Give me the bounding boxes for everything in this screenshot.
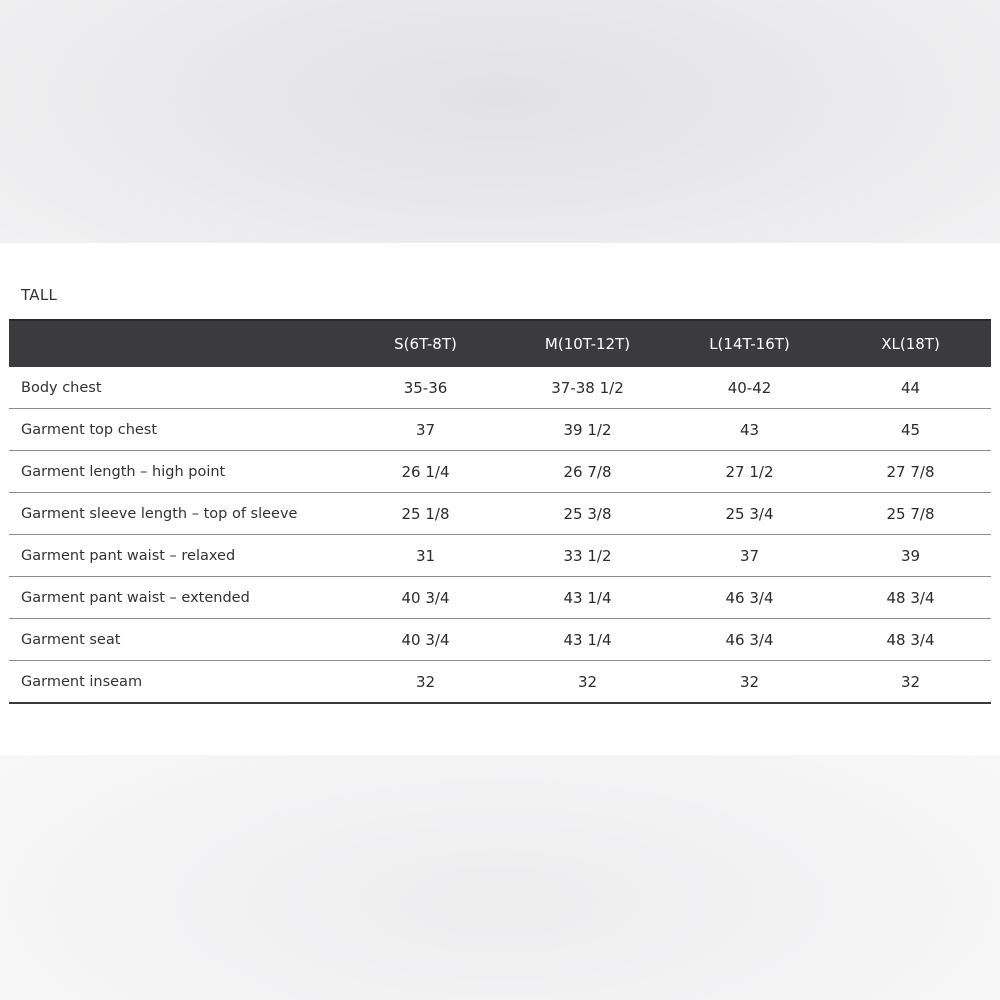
- table-cell: 39 1/2: [506, 409, 669, 451]
- table-row: [9, 409, 991, 451]
- table-row: [9, 619, 991, 661]
- table-cell: 27 1/2: [669, 451, 830, 493]
- background-bottom: [0, 755, 1000, 1000]
- table-row: [9, 577, 991, 619]
- table-cell: 39: [830, 535, 991, 577]
- table-cell: 26 7/8: [506, 451, 669, 493]
- row-label: Garment inseam: [9, 661, 345, 704]
- table-cell: 37: [345, 409, 506, 451]
- row-label: Garment sleeve length – top of sleeve: [9, 493, 345, 535]
- background-top: [0, 0, 1000, 243]
- row-label: Garment pant waist – extended: [9, 577, 345, 619]
- table-cell: 32: [345, 661, 506, 704]
- table-cell: 37-38 1/2: [506, 367, 669, 409]
- table-row: [9, 451, 991, 493]
- table-cell: 45: [830, 409, 991, 451]
- table-cell: 25 3/8: [506, 493, 669, 535]
- table-cell: 25 7/8: [830, 493, 991, 535]
- table-header-row: [9, 320, 991, 367]
- header-corner-cell: [9, 320, 345, 367]
- row-label: Garment seat: [9, 619, 345, 661]
- section-title: TALL: [21, 286, 58, 304]
- table-cell: 44: [830, 367, 991, 409]
- table-cell: 35-36: [345, 367, 506, 409]
- table-cell: 43 1/4: [506, 619, 669, 661]
- column-header-s: S(6T-8T): [345, 320, 506, 367]
- table-row: [9, 661, 991, 704]
- column-header-xl: XL(18T): [830, 320, 991, 367]
- table-cell: 48 3/4: [830, 577, 991, 619]
- table-cell: 32: [669, 661, 830, 704]
- table-row: [9, 367, 991, 409]
- table-cell: 26 1/4: [345, 451, 506, 493]
- row-label: Garment pant waist – relaxed: [9, 535, 345, 577]
- table-cell: 27 7/8: [830, 451, 991, 493]
- table-cell: 48 3/4: [830, 619, 991, 661]
- table-cell: 31: [345, 535, 506, 577]
- table-cell: 40 3/4: [345, 619, 506, 661]
- table-cell: 25 3/4: [669, 493, 830, 535]
- row-label: Garment length – high point: [9, 451, 345, 493]
- size-chart-table: [9, 319, 991, 704]
- table-cell: 43: [669, 409, 830, 451]
- table-cell: 40 3/4: [345, 577, 506, 619]
- row-label: Body chest: [9, 367, 345, 409]
- table-cell: 33 1/2: [506, 535, 669, 577]
- table-cell: 46 3/4: [669, 577, 830, 619]
- row-label: Garment top chest: [9, 409, 345, 451]
- table-cell: 40-42: [669, 367, 830, 409]
- table-row: [9, 535, 991, 577]
- table-cell: 32: [830, 661, 991, 704]
- table-cell: 43 1/4: [506, 577, 669, 619]
- column-header-l: L(14T-16T): [669, 320, 830, 367]
- table-cell: 46 3/4: [669, 619, 830, 661]
- table-cell: 25 1/8: [345, 493, 506, 535]
- table-cell: 32: [506, 661, 669, 704]
- table-row: [9, 493, 991, 535]
- table-cell: 37: [669, 535, 830, 577]
- column-header-m: M(10T-12T): [506, 320, 669, 367]
